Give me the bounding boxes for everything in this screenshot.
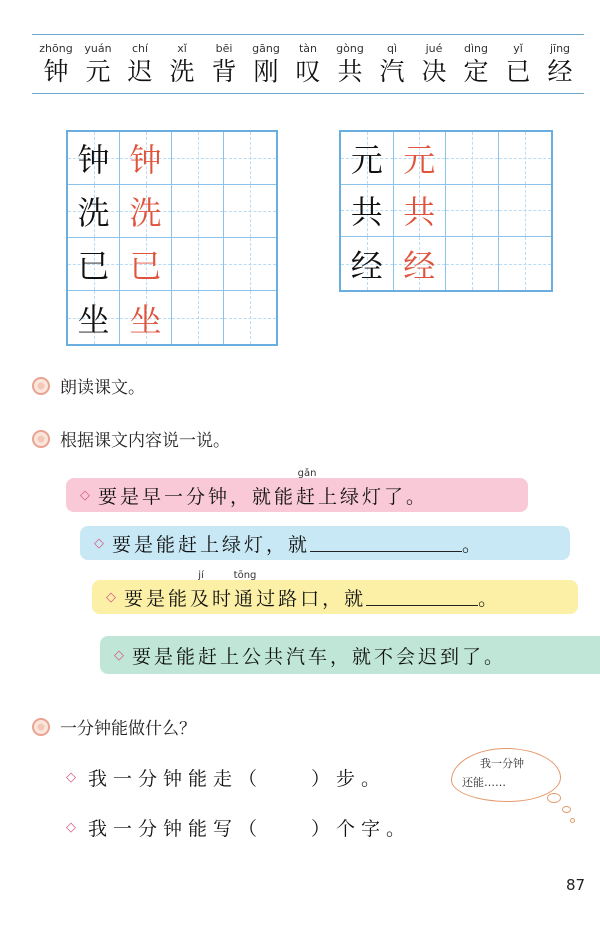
sentence-bar-3 bbox=[92, 569, 578, 614]
vocab-pinyin: chí bbox=[131, 42, 149, 55]
grid-cell bbox=[120, 132, 172, 185]
bubble-line-2: 还能…… bbox=[462, 776, 506, 789]
sentence-3-part-b: 时 bbox=[212, 587, 235, 610]
diamond-bullet-icon: ◇ bbox=[106, 589, 116, 605]
sentence-bar-1 bbox=[66, 467, 528, 512]
task-one-minute-text: 一分钟能做什么？ bbox=[60, 719, 196, 739]
model-char: 元 bbox=[350, 140, 383, 179]
grid-cell bbox=[341, 132, 394, 185]
fill-write-line bbox=[66, 814, 411, 841]
trace-char: 洗 bbox=[129, 194, 162, 232]
grid-cell[interactable] bbox=[446, 132, 499, 185]
vocab-item bbox=[414, 41, 454, 87]
diamond-bullet-icon: ◇ bbox=[94, 535, 104, 551]
diamond-bullet-icon: ◇ bbox=[66, 770, 76, 785]
answer-blank-2[interactable] bbox=[310, 534, 462, 552]
model-char: 坐 bbox=[77, 300, 110, 339]
trace-char: 经 bbox=[403, 246, 436, 285]
vocab-pinyin: yǐ bbox=[513, 42, 523, 55]
diamond-bullet-icon: ◇ bbox=[80, 487, 90, 503]
sentence-bar-4 bbox=[100, 636, 600, 674]
vocab-item bbox=[246, 41, 286, 87]
vocab-char: 定 bbox=[463, 57, 489, 86]
vocab-item bbox=[498, 41, 538, 87]
bubble-dot-medium bbox=[562, 806, 571, 813]
vocab-item bbox=[36, 41, 76, 87]
char-gan: 赶 bbox=[296, 485, 319, 508]
grid-cell bbox=[394, 132, 447, 185]
vocab-item bbox=[456, 41, 496, 87]
vocabulary-row bbox=[32, 41, 584, 87]
vocab-item bbox=[330, 41, 370, 87]
vocab-item bbox=[78, 41, 118, 87]
bubble-dot-large bbox=[547, 793, 561, 803]
vocab-pinyin: gòng bbox=[336, 42, 364, 55]
trace-char: 坐 bbox=[129, 300, 162, 339]
vocab-pinyin: xǐ bbox=[177, 42, 187, 55]
vocab-char: 叹 bbox=[295, 57, 321, 86]
grid-cell[interactable] bbox=[172, 185, 224, 238]
grid-cell bbox=[341, 237, 394, 290]
task-read-aloud bbox=[32, 373, 145, 398]
pinyin-ji: jí bbox=[198, 569, 204, 581]
grid-cell[interactable] bbox=[446, 185, 499, 238]
task-marker-icon bbox=[32, 718, 50, 736]
grid-cell[interactable] bbox=[172, 238, 224, 291]
grid-cell bbox=[394, 185, 447, 238]
trace-char: 已 bbox=[129, 247, 162, 285]
ruby-tong bbox=[233, 569, 257, 611]
diamond-bullet-icon: ◇ bbox=[66, 820, 76, 835]
vocab-item bbox=[162, 41, 202, 87]
vocab-pinyin: zhōng bbox=[39, 42, 73, 55]
sentence-bar-2 bbox=[80, 526, 570, 560]
vocab-pinyin: yuán bbox=[84, 42, 112, 55]
grid-cell bbox=[68, 132, 120, 185]
bubble-line-1: 我一分钟 bbox=[480, 757, 524, 770]
vocab-item bbox=[204, 41, 244, 87]
vocab-char: 共 bbox=[337, 57, 363, 86]
vocab-char: 元 bbox=[85, 57, 111, 86]
vocab-char: 汽 bbox=[379, 57, 405, 86]
grid-cell[interactable] bbox=[499, 132, 552, 185]
grid-cell[interactable] bbox=[224, 238, 276, 291]
grid-cell bbox=[68, 185, 120, 238]
trace-char: 共 bbox=[403, 193, 436, 232]
thought-bubble bbox=[451, 748, 561, 802]
char-ji: 及 bbox=[190, 587, 213, 610]
vocab-pinyin: bēi bbox=[215, 42, 233, 55]
trace-char: 钟 bbox=[129, 141, 162, 179]
sentence-1-part-b: 上绿灯了。 bbox=[318, 485, 429, 508]
task-one-minute bbox=[32, 714, 196, 739]
vocab-char: 经 bbox=[547, 57, 573, 86]
grid-cell bbox=[68, 238, 120, 291]
ruby-gan bbox=[296, 467, 319, 509]
vocab-char: 决 bbox=[421, 57, 447, 86]
grid-cell[interactable] bbox=[499, 237, 552, 290]
sentence-3-part-c: 过路口，就 bbox=[256, 587, 367, 610]
grid-cell[interactable] bbox=[499, 185, 552, 238]
vocab-item bbox=[120, 41, 160, 87]
grid-cell[interactable] bbox=[224, 132, 276, 185]
grid-cell[interactable] bbox=[172, 132, 224, 185]
pinyin-tong: tōng bbox=[233, 569, 257, 581]
model-char: 钟 bbox=[77, 141, 110, 179]
fill-walk-part-a: 我一分钟能走（ bbox=[88, 768, 264, 790]
task-marker-icon bbox=[32, 430, 50, 448]
sentence-2-end: 。 bbox=[462, 533, 485, 556]
vocab-pinyin: jīng bbox=[549, 42, 571, 55]
model-char: 经 bbox=[350, 246, 383, 285]
vocab-char: 洗 bbox=[169, 57, 195, 86]
sentence-3-part-a: 要是能 bbox=[124, 587, 191, 610]
grid-cell[interactable] bbox=[224, 185, 276, 238]
grid-cell[interactable] bbox=[172, 291, 224, 344]
fill-walk-line bbox=[66, 764, 386, 791]
grid-cell bbox=[341, 185, 394, 238]
model-char: 共 bbox=[350, 193, 383, 232]
vocab-char: 钟 bbox=[43, 57, 69, 86]
sentence-3-end: 。 bbox=[478, 587, 501, 610]
ruby-ji bbox=[190, 569, 213, 611]
char-tong: 通 bbox=[234, 587, 257, 610]
page-number: 87 bbox=[566, 876, 586, 894]
vocab-item bbox=[288, 41, 328, 87]
task-marker-icon bbox=[32, 377, 50, 395]
task-read-aloud-text: 朗读课文。 bbox=[60, 378, 145, 398]
model-char: 已 bbox=[77, 247, 110, 285]
sentence-4: 要是能赶上公共汽车，就不会迟到了。 bbox=[132, 645, 507, 668]
trace-char: 元 bbox=[403, 140, 436, 179]
fill-write-part-b: ）个字。 bbox=[311, 818, 412, 840]
grid-cell bbox=[394, 237, 447, 290]
grid-cell bbox=[120, 291, 172, 344]
task-discuss-text: 根据课文内容说一说。 bbox=[60, 431, 230, 451]
fill-write-part-a: 我一分钟能写（ bbox=[88, 818, 264, 840]
grid-cell bbox=[120, 185, 172, 238]
pinyin-gan: gǎn bbox=[297, 467, 317, 479]
grid-cell[interactable] bbox=[446, 237, 499, 290]
sentence-2-part-a: 要是能赶上绿灯，就 bbox=[112, 533, 311, 556]
answer-blank-3[interactable] bbox=[366, 588, 478, 606]
vocab-char: 刚 bbox=[253, 57, 279, 86]
vocab-pinyin: dìng bbox=[464, 42, 488, 55]
fill-walk-part-b: ）步。 bbox=[311, 768, 387, 790]
writing-grid-right bbox=[339, 130, 553, 292]
vocab-pinyin: jué bbox=[425, 42, 443, 55]
grid-cell bbox=[68, 291, 120, 344]
grid-cell[interactable] bbox=[224, 291, 276, 344]
grid-cell bbox=[120, 238, 172, 291]
vocab-item bbox=[540, 41, 580, 87]
vocab-char: 已 bbox=[505, 57, 531, 86]
writing-grid-left bbox=[66, 130, 278, 346]
vocab-char: 背 bbox=[211, 57, 237, 86]
vocab-char: 迟 bbox=[127, 57, 153, 86]
vocab-pinyin: gāng bbox=[252, 42, 280, 55]
vocab-pinyin: qì bbox=[386, 42, 398, 55]
vocab-item bbox=[372, 41, 412, 87]
diamond-bullet-icon: ◇ bbox=[114, 647, 124, 663]
vocabulary-strip bbox=[32, 34, 584, 94]
bubble-dot-small bbox=[570, 818, 575, 823]
sentence-1-part-a: 要是早一分钟，就能 bbox=[98, 485, 297, 508]
model-char: 洗 bbox=[77, 194, 110, 232]
vocab-pinyin: tàn bbox=[298, 42, 318, 55]
task-discuss bbox=[32, 426, 230, 451]
